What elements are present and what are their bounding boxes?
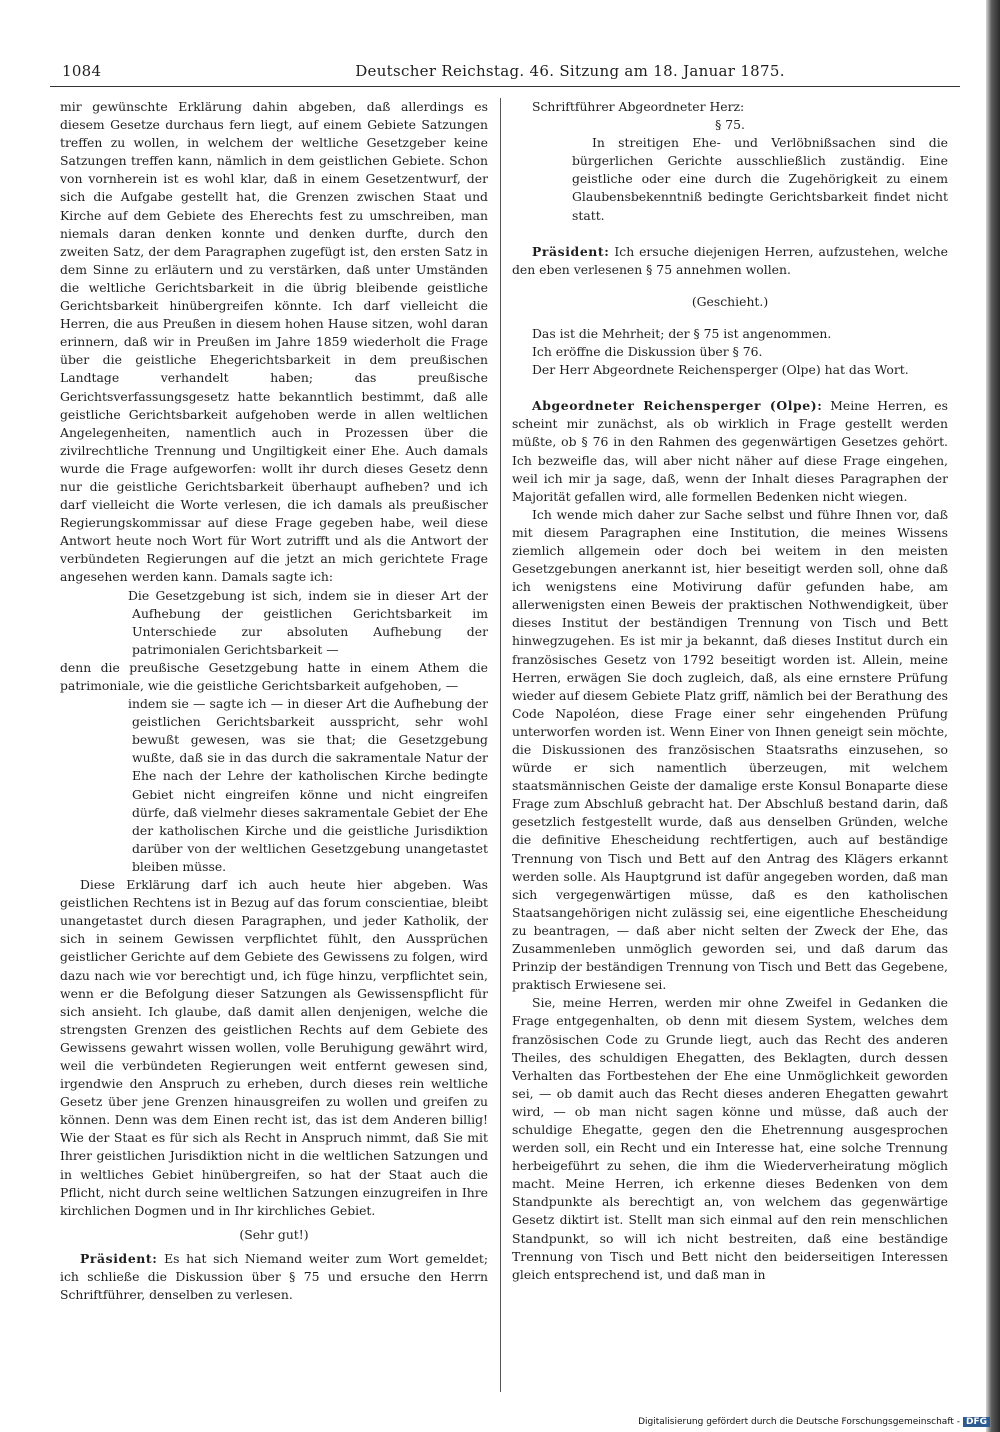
- speech-text: Meine Herren, es scheint mir zunächst, als ob wirklich in Frage gestellt werden müßte, ob § 76 in den Rahmen des gegenwärtigen Gesetzes gehört. Ich bezweifle das, will aber nicht näher auf diese Frage eingehen, weil ich mir ja sage, daß, wenn der Inhalt dieses Paragraphen der Majorität gefallen wird, alle formellen Bedenken nicht wiegen.: [512, 398, 948, 504]
- paragraph: [512, 243, 948, 279]
- column-divider: [500, 98, 501, 1392]
- section-number: § 75.: [715, 117, 745, 133]
- left-column: [60, 98, 488, 1392]
- footer-text: Digitalisierung gefördert durch die Deutsche Forschungsgemeinschaft -: [638, 1417, 960, 1427]
- page-header: [50, 52, 960, 87]
- speaker-label: Abgeordneter Reichensperger (Olpe):: [532, 398, 823, 414]
- speaker-label: Präsident:: [80, 1250, 158, 1266]
- paragraph: Ich eröffne die Diskussion über § 76.: [532, 344, 763, 360]
- paragraph: Schriftführer Abgeordneter Herz:: [532, 99, 745, 114]
- running-head: Deutscher Reichstag. 46. Sitzung am 18. Januar 1875.: [355, 62, 785, 80]
- digitization-footer: [620, 1417, 990, 1427]
- section-text: In streitigen Ehe- und Verlöbnißsachen sind die bürgerlichen Gerichte ausschließlich zuständig. Eine geistliche oder eine durch die Zugehörigkeit zu einem Glaubensbekenntniß bedingte Gerichtsbarkeit findet nicht statt.: [572, 135, 948, 223]
- speech-text: Es hat sich Niemand weiter zum Wort gemeldet; ich schließe die Diskussion über § 75 und ersuche den Herrn Schriftführer, denselben zu verlesen.: [60, 1250, 488, 1303]
- paragraph: Ich wende mich daher zur Sache selbst und führe Ihnen vor, daß mit diesem Paragraphen eine Institution, die meines Wissens ziemlich allgemein oder doch bei weitem in den meisten Gesetzgebungen anerkannt ist, hier beseitigt werden soll, ohne daß ich wenigstens eine Motivirung dafür gefunden habe, am allerwenigsten einen Beweis der praktischen Nothwendigkeit, über dieses Institut der beständigen Trennung von Tisch und Bett hinwegzugehen. Es ist mir ja bekannt, daß dieses Institut durch ein französisches Gesetz von 1792 beseitigt worden ist. Allein, meine Herren, erwägen Sie doch zugleich, daß, als eine ernstere Prüfung wieder auf diesem Gebiete Platz griff, nämlich bei der Berathung des Code Napoléon, diese Frage einer sehr eingehenden Prüfung unterworfen worden ist. Wenn Einer von Ihnen geneigt sein möchte, die Diskussionen des französischen Staatsraths einzusehen, so würde er sich namentlich überzeugen, mit welchem staatsmännischen Geiste der damalige erste Konsul Bonaparte diese Frage zum Abschluß gebracht hat. Der Abschluß bestand darin, daß gesetzlich festgestellt wurde, daß aus denselben Gründen, welche die definitive Ehescheidung rechtfertigen, auch auf beständige Trennung von Tisch und Bett auf den Antrag des Klägers erkannt werden solle. Als Hauptgrund ist dafür angegeben worden, daß man sich vergegenwärtigen müsse, daß es den katholischen Staatsangehörigen nicht zulässig sei, eine eigentliche Ehescheidung zu beantragen, — daß aber nicht selten der Zweck der Ehe, das Zusammenleben unmöglich geworden sei, und daß darum das Prinzip der beständigen Trennung von Tisch und Bett das Gegebene, praktisch Erwiesene sei.: [512, 506, 948, 993]
- applause-note: (Sehr gut!): [239, 1226, 309, 1242]
- spacer: [512, 225, 948, 243]
- text-columns: [60, 98, 960, 1392]
- speaker-label: Präsident:: [532, 243, 610, 259]
- right-column: [512, 98, 948, 1392]
- page-number: 1084: [62, 62, 102, 80]
- paragraph: Das ist die Mehrheit; der § 75 ist angenommen.: [532, 325, 832, 341]
- scan-edge: [986, 0, 1000, 1432]
- paragraph: Diese Erklärung darf ich auch heute hier abgeben. Was geistlichen Rechtens ist in Bezug auf das forum conscientiae, bleibt unangetastet durch diesen Paragraphen, und jeder Katholik, der sich in seinem Gewissen verpflichtet fühlt, den Aussprüchen geistlicher Gerichte auf dem Gebiete des Gewissens zu folgen, wird dazu nach wie vor berechtigt und, ich füge hinzu, verpflichtet sein, wenn er die Befolgung dieser Satzungen als Gewissenspflicht für sich ansieht. Ich glaube, daß damit allen denjenigen, welche die strengsten Grenzen des geistlichen Rechts auf dem Gebiete des Gewissens gewahrt wissen wollen, volle Beruhigung gewährt wird, weil die verbündeten Regierungen weit entfernt gewesen sind, irgendwie den Anspruch zu erheben, durch dieses rein weltliche Gesetz über jene Grenzen hinausgreifen zu wollen und greifen zu können. Denn was dem Einen recht ist, das ist dem Anderen billig! Wie der Staat es für sich als Recht in Anspruch nimmt, daß Sie mit Ihrer geistlichen Jurisdiktion nicht in die weltlichen Satzungen und in weltliches Gebiet hinübergreifen, so hat der Staat auch die Pflicht, nicht durch seine weltlichen Satzungen einzugreifen in Ihre kirchlichen Dogmen und in Ihr kirchliches Gebiet.: [60, 877, 488, 1218]
- paragraph: Sie, meine Herren, werden mir ohne Zweifel in Gedanken die Frage entgegenhalten, ob denn mit diesem System, welches dem französischen Code zu Grunde liegt, auch das Recht des anderen Theiles, des schuldigen Ehegatten, des Beklagten, durch dessen Verhalten das Fortbestehen der Ehe eine Unmöglichkeit geworden sei, — ob damit auch das Recht dieses anderen Ehegatten gewahrt wird, — ob man nicht sagen könne und müsse, daß auch der schuldige Ehegatte, gegen den die Ehetrennung ausgesprochen werden soll, ein Recht und ein Interesse hat, eine solche Trennung herbeigeführt zu sehen, die ihm die Wiederverheiratung möglich macht. Meine Herren, ich erkenne dieses Bedenken von dem Standpunkte als berechtigt an, von welchem das gegenwärtige Gesetz diktirt ist. Stellt man sich einmal auf den rein menschlichen Standpunkt, so will ich nicht bestreiten, daß eine beständige Trennung von Tisch und Bett nicht den beiderseitigen Interessen gleich entsprechend ist, und daß man in: [512, 995, 948, 1282]
- spacer: [512, 379, 948, 397]
- paragraph: mir gewünschte Erklärung dahin abgeben, daß allerdings es diesem Gesetze durchaus fern liegt, auf einem Gebiete Satzungen treffen zu wollen, in welchem der weltliche Gesetzgeber keine Satzungen treffen kann, nämlich in dem geistlichen Gebiete. Schon von vornherein ist es wohl klar, daß in einem Gesetzentwurf, der sich die Aufgabe gestellt hat, die Grenzen zwischen Staat und Kirche auf dem Gebiete des Eherechts fest zu umschreiben, man niemals daran denken konnte und denken durfte, durch den zweiten Satz, der dem Paragraphen zugefügt ist, den ersten Satz in dem Sinne zu erläutern und zu verstärken, daß unter Umständen die weltliche Gerichtsbarkeit in die übrig bleibende geistliche Gerichtsbarkeit hinübergreifen könnte. Ich darf vielleicht die Herren, die aus Preußen in diesem hohen Hause sitzen, wohl daran erinnern, daß wir in Preußen im Jahre 1859 wiederholt die Frage über die geistliche Ehegerichtsbarkeit in dem preußischen Landtage verhandelt haben; das preußische Gerichtsverfassungsgesetz hatte bekanntlich bestimmt, daß alle geistliche Gerichtsbarkeit aufgehoben werde in allen weltlichen Angelegenheiten, namentlich auch in Prozessen über die zivilrechtliche Trennung und Ungiltigkeit einer Ehe. Auch damals wurde die Frage aufgeworfen: wollt ihr durch dieses Gesetz denn nur die geistliche Gerichtsbarkeit überhaupt aufheben? und ich darf vielleicht die Worte verlesen, die ich damals als preußischer Regierungskommissar auf diese Frage gegeben habe, weil diese Antwort heute noch Wort für Wort zutrifft und als die Antwort der verbündeten Regierungen auf die jetzt an mich gerichtete Frage angesehen werden kann. Damals sagte ich:: [60, 99, 488, 585]
- document-page: [50, 52, 960, 1392]
- quotation: indem sie — sagte ich — in dieser Art die Aufhebung der geistlichen Gerichtsbarkeit ausspricht, sehr wohl bewußt gewesen, was sie that; die Gesetzgebung wußte, daß sie in das durch die sakramentale Natur der Ehe nach der Lehre der katholischen Kirche bedingte Gebiet nicht eingreifen könne und nicht eingreifen dürfe, daß vielmehr dieses sakramentale Gebiet der Ehe der katholischen Kirche und die geistliche Jurisdiktion darüber von der weltlichen Gesetzgebung unangetastet bleiben müsse.: [128, 696, 488, 874]
- paragraph: denn die preußische Gesetzgebung hatte in einem Athem die patrimoniale, wie die geistliche Gerichtsbarkeit aufgehoben, —: [60, 659, 488, 693]
- speech-text: Ich ersuche diejenigen Herren, aufzustehen, welche den eben verlesenen § 75 annehmen wollen.: [512, 243, 948, 277]
- paragraph: Der Herr Abgeordnete Reichensperger (Olpe) hat das Wort.: [532, 362, 909, 378]
- quotation: Die Gesetzgebung ist sich, indem sie in dieser Art der Aufhebung der geistlichen Gerichtsbarkeit im Unterschiede zur absoluten Aufhebung der patrimonialen Gerichtsbarkeit —: [128, 587, 488, 657]
- dfg-logo: DFG: [963, 1417, 990, 1427]
- procedure-note: (Geschieht.): [691, 293, 769, 309]
- paragraph: [512, 397, 948, 506]
- paragraph: [60, 1250, 488, 1304]
